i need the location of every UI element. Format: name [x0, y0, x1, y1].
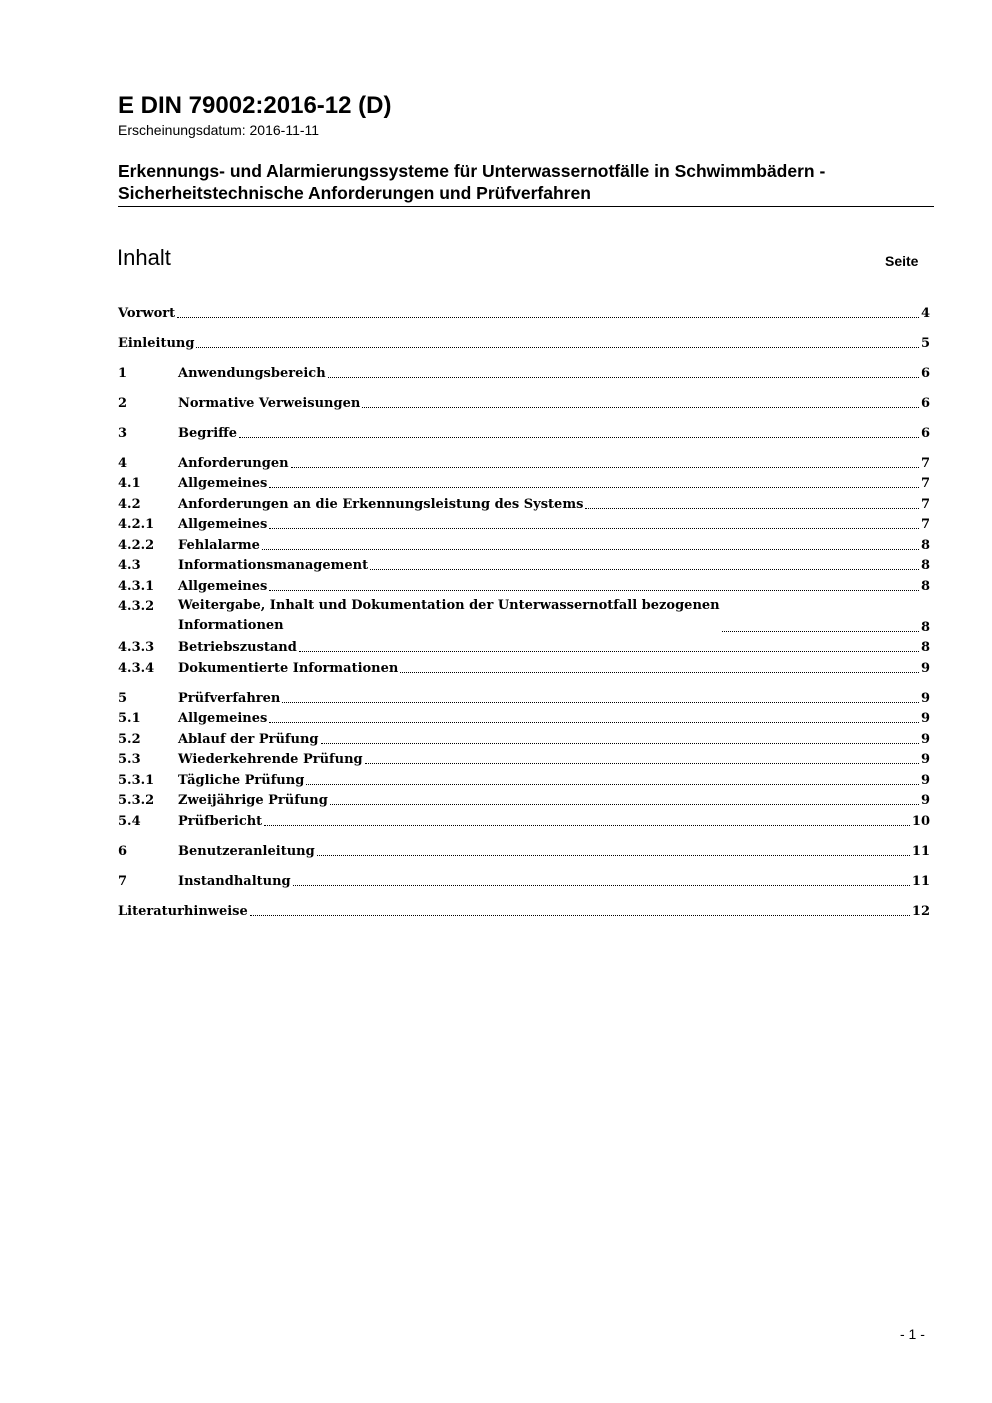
toc-entry-page: 9 [920, 793, 930, 808]
toc-dot-leader [239, 437, 919, 438]
toc-entry-label: Weitergabe, Inhalt und Dokumentation der Unterwassernotfall bezogenen Informationen [178, 597, 720, 633]
table-of-contents [118, 302, 930, 921]
toc-entry-number: 4.3 [118, 558, 141, 573]
toc-entry-number: 4.2 [118, 496, 141, 512]
toc-entry-page: 9 [920, 731, 930, 747]
toc-dot-leader [722, 631, 919, 632]
toc-entry-number: 1 [118, 365, 128, 381]
toc-dot-leader [365, 763, 919, 764]
toc-dot-leader [264, 825, 910, 826]
toc-entry[interactable] [118, 534, 930, 555]
toc-entry[interactable] [118, 514, 930, 535]
toc-dot-leader [362, 407, 919, 408]
toc-entry[interactable] [118, 392, 930, 413]
toc-entry[interactable] [118, 302, 930, 323]
toc-entry-label: Allgemeines [178, 578, 268, 594]
toc-entry[interactable] [118, 452, 930, 473]
toc-entry-number: 4.1 [118, 476, 141, 491]
toc-dot-leader [370, 569, 919, 570]
toc-entry-page: 11 [911, 843, 930, 859]
toc-dot-leader [250, 915, 910, 916]
toc-entry[interactable] [118, 749, 930, 770]
toc-entry-page: 6 [920, 395, 930, 411]
toc-entry[interactable] [118, 769, 930, 790]
toc-entry[interactable] [118, 870, 930, 891]
toc-dot-leader [269, 487, 919, 488]
toc-entry[interactable] [118, 493, 930, 514]
toc-entry[interactable] [118, 473, 930, 494]
toc-entry[interactable] [118, 555, 930, 576]
toc-dot-leader [282, 702, 919, 703]
toc-entry-label: Einleitung [118, 335, 195, 351]
toc-entry[interactable] [118, 840, 930, 861]
toc-entry-label: Anwendungsbereich [178, 365, 326, 381]
toc-entry-page: 7 [920, 517, 930, 532]
toc-entry-number: 4.2.2 [118, 537, 155, 553]
toc-entry-number: 5.2 [118, 731, 141, 747]
toc-entry-page: 9 [920, 711, 930, 726]
toc-entry-label: Instandhaltung [178, 873, 291, 889]
toc-entry-page: 10 [911, 813, 930, 829]
toc-dot-leader [177, 317, 919, 318]
toc-entry-label: Prüfverfahren [178, 690, 281, 706]
toc-entry[interactable] [118, 728, 930, 749]
toc-entry-number: 2 [118, 395, 128, 411]
toc-entry[interactable] [118, 422, 930, 443]
toc-dot-leader [269, 528, 919, 529]
toc-entry-page: 12 [911, 903, 930, 919]
toc-entry-number: 4 [118, 455, 128, 471]
toc-entry-number: 4.3.4 [118, 660, 155, 676]
toc-entry-label: Vorwort [118, 305, 176, 321]
toc-dot-leader [330, 804, 919, 805]
toc-entry-page: 8 [920, 558, 930, 573]
toc-entry[interactable] [118, 810, 930, 831]
toc-entry-page: 7 [920, 496, 930, 512]
toc-entry-number: 7 [118, 873, 128, 889]
toc-heading: Inhalt [117, 245, 171, 270]
toc-page-column-label: Seite [885, 253, 919, 269]
toc-dot-leader [269, 722, 919, 723]
toc-entry-label: Fehlalarme [178, 537, 260, 553]
document-title-line: Sicherheitstechnische Anforderungen und Prüfverfahren [118, 183, 591, 203]
toc-entry-page: 6 [920, 365, 930, 381]
toc-entry-number: 5.3 [118, 752, 141, 767]
toc-entry-number: 5.1 [118, 711, 141, 726]
toc-entry-page: 9 [920, 690, 930, 706]
toc-entry-page: 6 [920, 425, 930, 441]
toc-dot-leader [293, 885, 910, 886]
toc-entry[interactable] [118, 790, 930, 811]
toc-entry-number: 5.3.1 [118, 772, 155, 788]
toc-entry-page: 8 [920, 640, 930, 655]
toc-entry-label: Dokumentierte Informationen [178, 660, 399, 676]
toc-entry-label: Anforderungen [178, 455, 289, 471]
toc-entry-label: Informationsmanagement [178, 558, 369, 573]
toc-entry-number: 6 [118, 843, 128, 859]
toc-entry-label: Prüfbericht [178, 813, 263, 829]
toc-entry-label: Normative Verweisungen [178, 395, 361, 411]
toc-entry-page: 8 [920, 537, 930, 553]
toc-entry-number: 5 [118, 690, 128, 706]
toc-entry-number: 4.2.1 [118, 517, 155, 532]
toc-entry-label: Wiederkehrende Prüfung [178, 752, 363, 767]
toc-entry-number: 4.3.3 [118, 640, 155, 655]
toc-entry-label: Literaturhinweise [118, 903, 248, 919]
toc-entry-label: Tägliche Prüfung [178, 772, 305, 788]
toc-entry-label: Benutzeranleitung [178, 843, 315, 859]
toc-entry-label: Begriffe [178, 425, 238, 441]
toc-dot-leader [400, 672, 919, 673]
toc-entry-number: 5.4 [118, 813, 141, 829]
toc-dot-leader [585, 508, 919, 509]
document-title [118, 160, 934, 207]
toc-dot-leader [317, 855, 910, 856]
toc-entry[interactable] [118, 657, 930, 678]
document-title-line: Erkennungs- und Alarmierungssysteme für Unterwassernotfälle in Schwimmbädern - [118, 161, 826, 181]
toc-entry[interactable] [118, 362, 930, 383]
toc-entry-label: Allgemeines [178, 476, 268, 491]
toc-entry[interactable] [118, 687, 930, 708]
toc-dot-leader [328, 377, 919, 378]
toc-entry-label: Anforderungen an die Erkennungsleistung des Systems [178, 496, 584, 512]
page-number: - 1 - [900, 1326, 925, 1342]
toc-entry-page: 8 [920, 578, 930, 594]
publication-date: Erscheinungsdatum: 2016-11-11 [118, 122, 320, 138]
toc-entry-page: 9 [920, 752, 930, 767]
toc-entry-label: Betriebszustand [178, 640, 297, 655]
toc-dot-leader [306, 784, 919, 785]
toc-dot-leader [291, 467, 919, 468]
toc-entry-number: 3 [118, 425, 128, 441]
toc-entry-label: Allgemeines [178, 711, 268, 726]
toc-entry-page: 7 [920, 455, 930, 471]
toc-entry-page: 9 [920, 772, 930, 788]
toc-dot-leader [262, 549, 919, 550]
toc-dot-leader [269, 590, 919, 591]
toc-dot-leader [321, 743, 919, 744]
toc-entry-page: 8 [920, 619, 930, 635]
toc-dot-leader [299, 651, 919, 652]
toc-entry-number: 4.3.1 [118, 578, 155, 594]
toc-entry-page: 5 [920, 335, 930, 351]
toc-entry-label: Zweijährige Prüfung [178, 793, 328, 808]
document-id: E DIN 79002:2016-12 (D) [118, 92, 392, 119]
toc-entry-page: 11 [911, 873, 930, 889]
toc-entry[interactable] [118, 332, 930, 353]
toc-entry-number: 4.3.2 [118, 598, 155, 614]
toc-entry-page: 7 [920, 476, 930, 491]
toc-entry[interactable] [118, 575, 930, 596]
toc-entry-number: 5.3.2 [118, 793, 155, 808]
toc-entry[interactable] [118, 637, 930, 658]
toc-entry-label: Allgemeines [178, 517, 268, 532]
toc-dot-leader [196, 347, 919, 348]
toc-entry-label: Ablauf der Prüfung [178, 731, 319, 747]
toc-entry[interactable] [118, 900, 930, 921]
toc-entry[interactable] [118, 708, 930, 729]
toc-entry-page: 9 [920, 660, 930, 676]
toc-entry[interactable] [118, 596, 930, 637]
toc-entry-page: 4 [920, 305, 930, 321]
